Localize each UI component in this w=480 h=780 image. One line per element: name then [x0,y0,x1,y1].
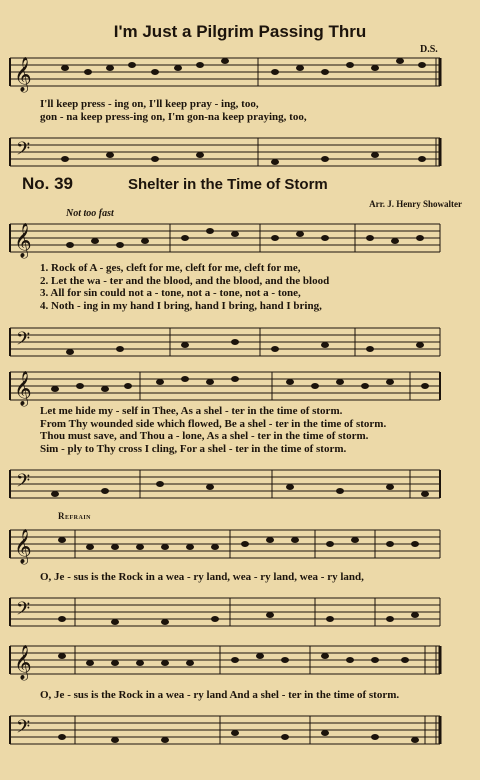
verse-line: Sim - ply to Thy cross I cling, For a shel - ter in the time of storm. [40,442,347,455]
svg-text:𝄞: 𝄞 [14,646,32,679]
ds-mark: D.S. [420,44,438,55]
refrain-lyric-2: O, Je - sus is the Rock in a wea - ry land And a shel - ter in the time of storm. [40,689,400,701]
svg-text:𝄞: 𝄞 [14,58,32,91]
song2-title: Shelter in the Time of Storm [128,176,328,193]
svg-text:𝄢: 𝄢 [16,328,31,353]
staff [10,520,450,570]
svg-text:𝄞: 𝄞 [14,530,32,563]
hymn-number: No. 39 [22,174,74,193]
verse-line: 1. Rock of A - ges, cleft for me, cleft for me, cleft for me, [40,262,301,274]
svg-text:𝄢: 𝄢 [16,470,31,495]
verse-line: 2. Let the wa - ter and the blood, and the blood, and the blood [40,274,330,287]
staff [10,636,450,686]
verse-line: Let me hide my - self in Thee, As a shel - ter in the time of storm. [40,405,343,417]
svg-text:𝄞: 𝄞 [14,372,32,405]
staff [10,214,450,264]
tempo-mark: Not too fast [66,208,114,219]
staff [10,318,450,368]
verse-line: From Thy wounded side which flowed, Be a shel - ter in the time of storm. [40,417,387,430]
song1-title: I'm Just a Pilgrim Passing Thru [113,22,367,41]
song1-lyric-1: I'll keep press - ing on, I'll keep pray - ing, too, [40,98,259,110]
song1-lyric-2: gon - na keep press-ing on, I'm gon-na keep praying, too, [40,111,307,123]
staff [10,460,450,510]
svg-text:𝄢: 𝄢 [16,138,31,163]
svg-text:𝄢: 𝄢 [16,716,31,741]
arranger: Arr. J. Henry Showalter [369,199,462,209]
svg-text:𝄞: 𝄞 [14,224,32,257]
verse-line: Thou must save, and Thou a - lone, As a shel - ter in the time of storm. [40,430,369,442]
staff [10,128,450,178]
refrain-label: Refrain [58,511,92,521]
verses-part2 [40,405,460,455]
refrain-lyric-1: O, Je - sus is the Rock in a wea - ry land, wea - ry land, wea - ry land, [40,571,364,583]
verse-line: 4. Noth - ing in my hand I bring, hand I bring, hand I bring, [40,299,322,312]
svg-text:𝄢: 𝄢 [16,598,31,623]
staff [10,706,450,756]
staff [10,588,450,638]
verse-line: 3. All for sin could not a - tone, not a - tone, not a - tone, [40,287,301,299]
staff [10,48,450,98]
verses-part1 [40,262,460,312]
